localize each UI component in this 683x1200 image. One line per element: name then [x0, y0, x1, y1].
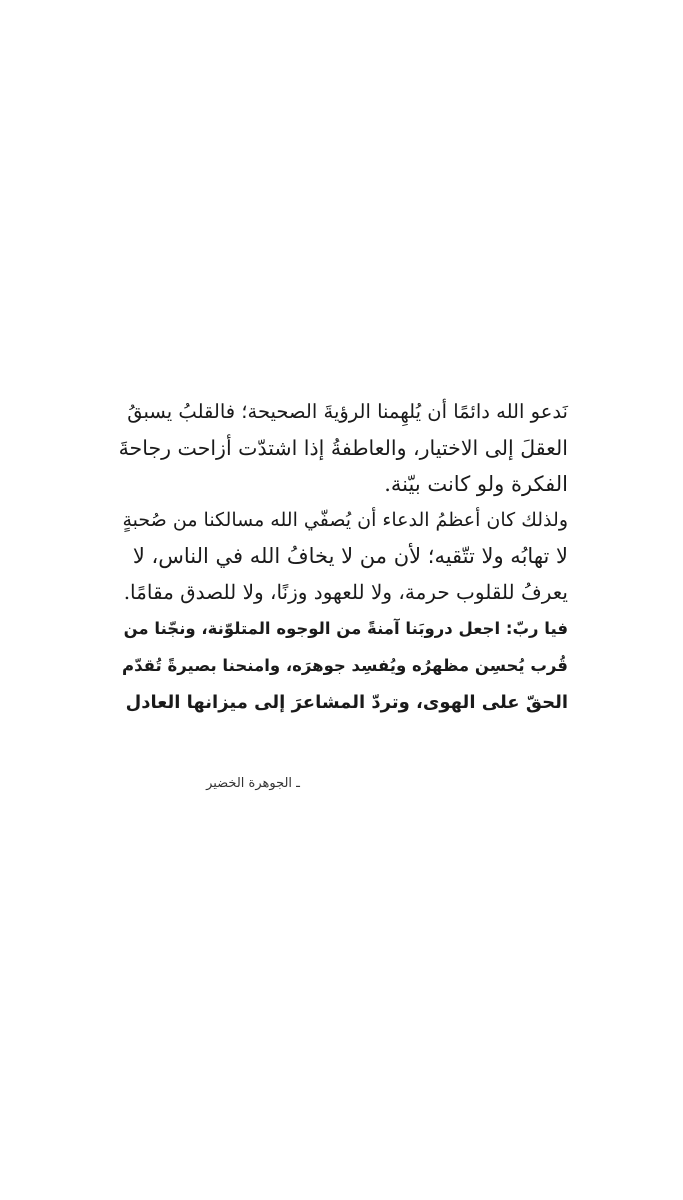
- paragraph-1-line-3: الفكرة ولو كانت بيّنة.: [384, 472, 568, 496]
- paragraph-1-line-2: العقلَ إلى الاختيار، والعاطفةُ إذا اشتدّت أزاحت رجاحةَ: [118, 436, 568, 460]
- paragraph-2-line-3: يعرفُ للقلوب حرمة، ولا للعهود وزنًا، ولا للصدق مقامًا.: [123, 580, 568, 604]
- paragraph-3-line-3: الحقّ على الهوى، وتردّ المشاعرَ إلى ميزانها العادل: [125, 692, 568, 713]
- paragraph-3-line-1: فيا ربّ: اجعل دروبَنا آمنةً من الوجوه المتلوّنة، ونجّنا من: [123, 619, 568, 638]
- paragraph-2-line-2: لا تهابُه ولا تتّقيه؛ لأن من لا يخافُ الله في الناس، لا: [132, 544, 568, 568]
- paragraph-1-line-1: نَدعو الله دائمًا أن يُلهِمنا الرؤيةَ الصحيحة؛ فالقلبُ يسبقُ: [127, 400, 568, 423]
- quote-text-block: [118, 394, 568, 721]
- paragraph-3-line-2: قُرب يُحسِن مظهرُه ويُفسِد جوهرَه، وامنحنا بصيرةً تُقدّم: [122, 656, 568, 675]
- paragraph-2-line-1: ولذلك كان أعظمُ الدعاء أن يُصفّي الله مسالكنا من صُحبةٍ: [122, 509, 568, 531]
- author-signature: ـ الجوهرة الخضير: [206, 776, 300, 791]
